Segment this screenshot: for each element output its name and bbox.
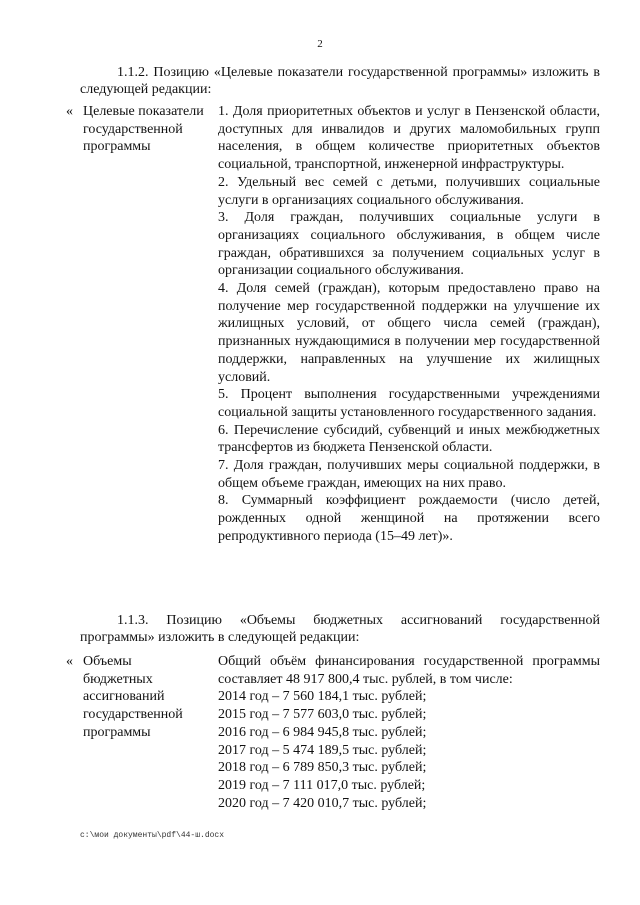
target-indicator-item: 1. Доля приоритетных объектов и услуг в Пензенской области, доступных для инвалидов и других маломобильных групп населения, в общем количестве приоритетных объектов социальной, транспортной, инженерной инфраструктуры. [218,104,600,173]
target-indicator-item: 7. Доля граждан, получивших меры социальной поддержки, в общем объеме граждан, имеющих на них право. [218,458,600,491]
target-indicator-item: 3. Доля граждан, получивших социальные услуги в организациях социального обслуживания, в общем числе граждан, обратившихся за получением социальных услуг в организации социального обслуживания. [218,210,600,279]
file-path-footer: c:\мои документы\pdf\44-ш.docx [80,831,225,840]
section-112-heading: 1.1.2. Позицию «Целевые показатели государственной программы» изложить в следующей редакции: [80,65,600,97]
funding-year-line: 2016 год – 6 984 945,8 тыс. рублей; [218,724,427,740]
target-indicator-item: 5. Процент выполнения государственными учреждениями социальной защиты установленного государственного задания. [218,387,600,420]
target-indicator-item: 2. Удельный вес семей с детьми, получивших социальные услуги в организациях социального обслуживания. [218,174,600,208]
target-indicator-item: 6. Перечисление субсидий, субвенций и иных межбюджетных трансфертов из бюджета Пензенской области. [218,422,600,456]
section-113-heading: 1.1.3. Позицию «Объемы бюджетных ассигнований государственной программы» изложить в следующей редакции: [80,613,600,645]
quote-mark: « [66,104,73,119]
funding-year-line: 2017 год – 5 474 189,5 тыс. рублей; [218,742,427,758]
target-indicator-item: 4. Доля семей (граждан), которым предоставлено право на получение мер государственной поддержки на улучшение их жилищных условий, от общего числа семей (граждан), признанных нуждающимися в получении мер государственной поддержки, направленных на улучшение их жилищных условий. [218,281,600,385]
target-indicator-item: 8. Суммарный коэффициент рождаемости (число детей, рожденных одной женщиной на протяжении всего репродуктивного периода (15–49 лет)». [218,493,600,544]
quote-mark: « [66,654,73,669]
funding-year-line: 2014 год – 7 560 184,1 тыс. рублей; [218,689,427,705]
section-113-content [218,653,600,812]
section-112-items [218,103,600,546]
funding-year-line: 2019 год – 7 111 017,0 тыс. рублей; [218,777,426,793]
page-number: 2 [317,38,323,50]
section-113-label: Объемы бюджетных ассигнований государственной программы [83,654,183,740]
section-112-label: Целевые показатели государственной программы [83,104,204,155]
funding-year-line: 2018 год – 6 789 850,3 тыс. рублей; [218,760,427,776]
funding-year-line: 2020 год – 7 420 010,7 тыс. рублей; [218,795,427,811]
funding-year-line: 2015 год – 7 577 603,0 тыс. рублей; [218,707,427,723]
funding-intro: Общий объём финансирования государственной программы составляет 48 917 800,4 тыс. рублей, в том числе: [218,654,600,687]
